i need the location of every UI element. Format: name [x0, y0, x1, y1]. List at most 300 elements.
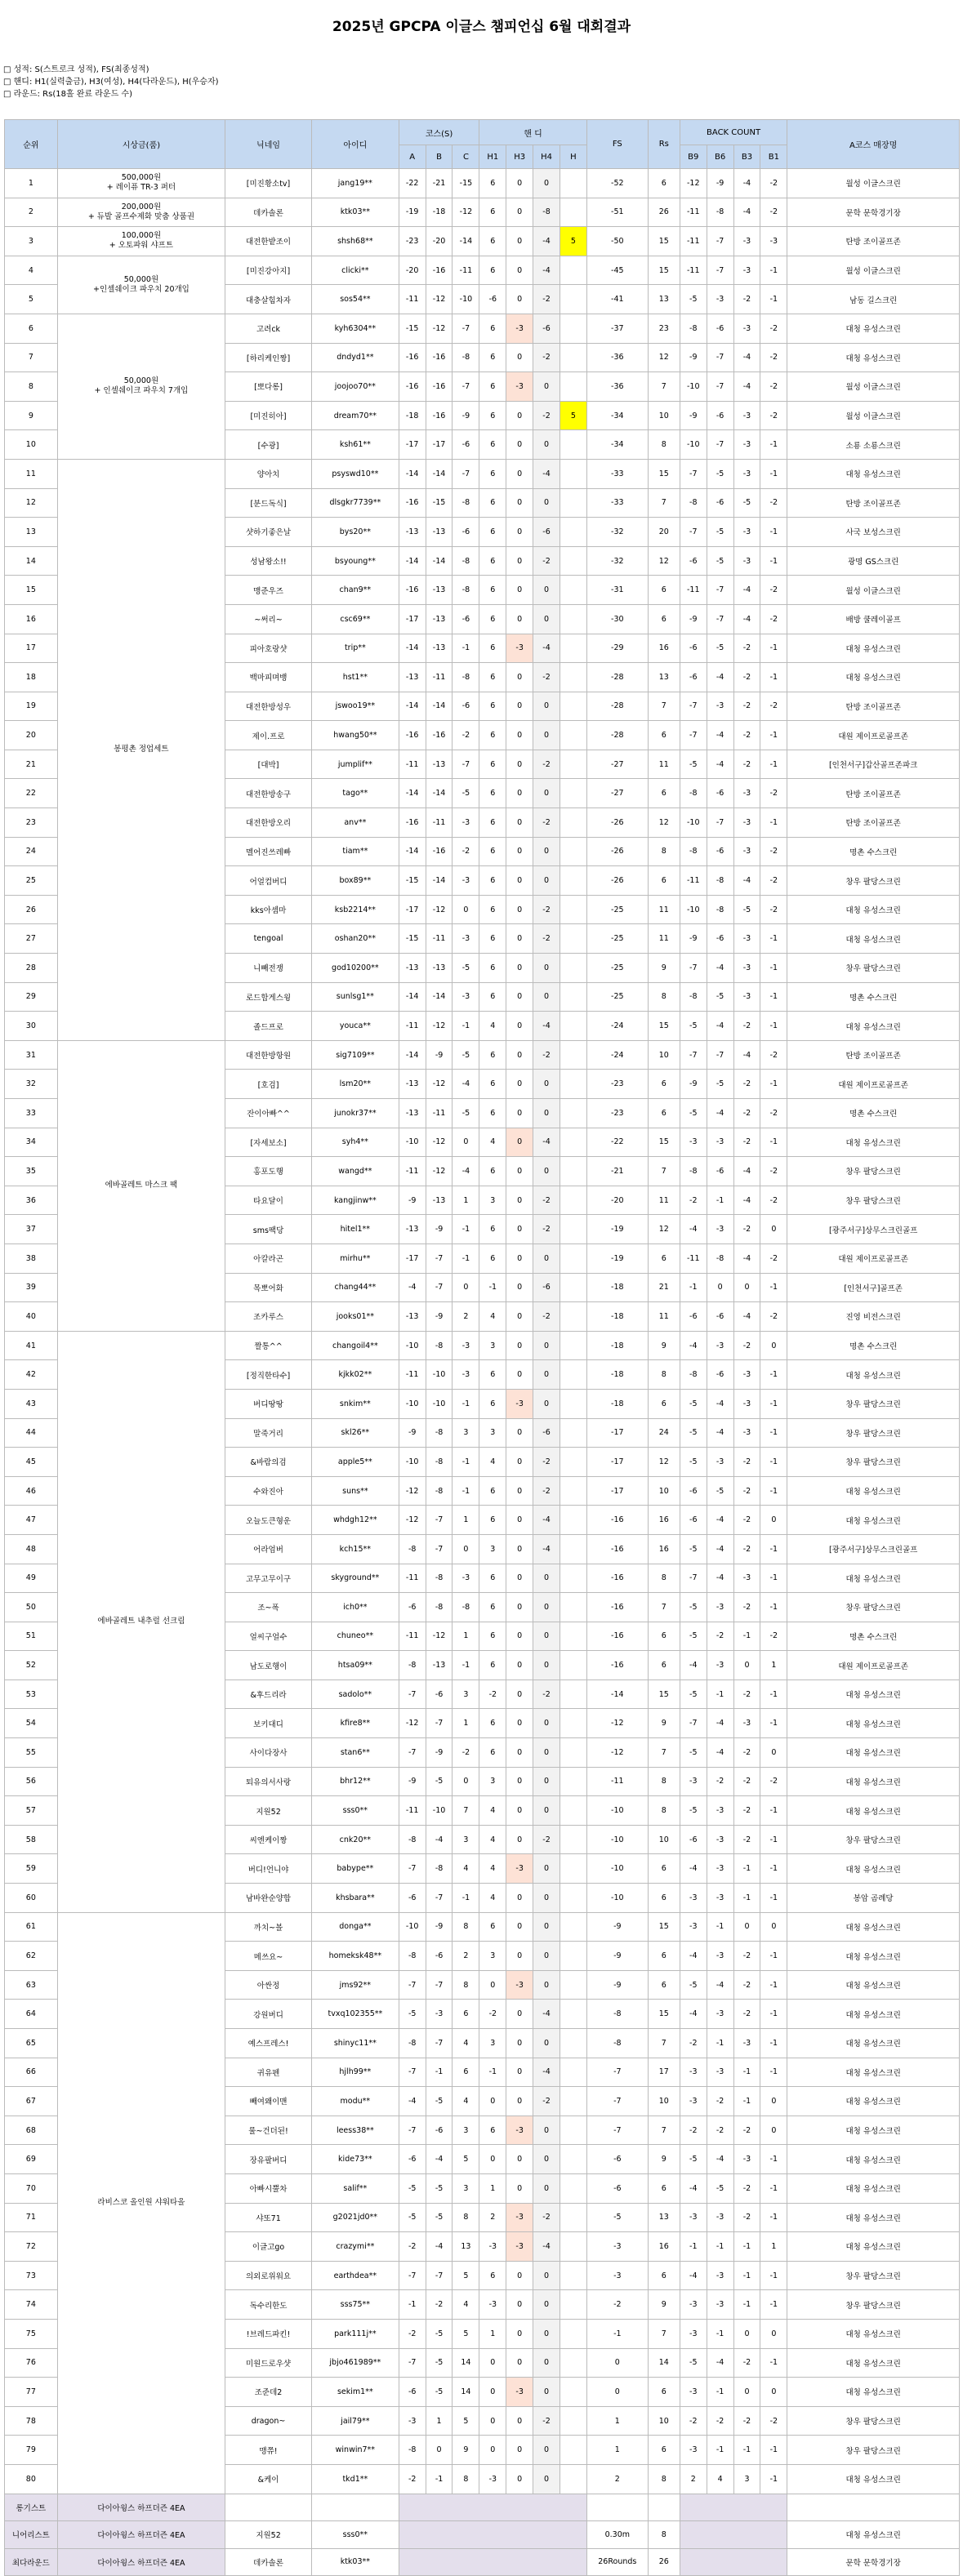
cell-handi-h — [560, 1360, 586, 1390]
cell-back-b1: -1 — [760, 1448, 787, 1477]
cell-handi-h4: -4 — [533, 256, 560, 285]
cell-back-b1: 0 — [760, 2378, 787, 2407]
cell-back-b1: -2 — [760, 1622, 787, 1651]
cell-back-b3: -3 — [733, 314, 760, 343]
cell-handi-h1: 1 — [479, 2319, 506, 2348]
cell-score-b: -5 — [426, 2319, 453, 2348]
cell-back-b9: -5 — [680, 2145, 707, 2174]
cell-score-c: -8 — [453, 546, 479, 576]
cell-id: kyh6304** — [311, 314, 399, 343]
cell-id: jooks01** — [311, 1302, 399, 1332]
cell-score-c: -7 — [453, 314, 479, 343]
cell-score-c: -3 — [453, 1331, 479, 1360]
cell-score-c: 2 — [453, 1302, 479, 1332]
cell-id: tiam** — [311, 837, 399, 866]
cell-handi-h3: 0 — [506, 866, 533, 896]
cell-score-c: 2 — [453, 1942, 479, 1971]
cell-id: jswoo19** — [311, 692, 399, 721]
cell-fs: -18 — [586, 1331, 648, 1360]
cell-rs: 11 — [648, 1186, 680, 1215]
cell-venue: 월성 이글스크린 — [787, 401, 960, 430]
cell-fs: -6 — [586, 2173, 648, 2203]
cell-handi-h1: 6 — [479, 954, 506, 983]
cell-handi-h — [560, 1767, 586, 1796]
cell-handi-h1: 6 — [479, 692, 506, 721]
cell-back-b1: -1 — [760, 2348, 787, 2378]
cell-rs: 10 — [648, 2406, 680, 2436]
cell-nick: 수와진아 — [225, 1476, 312, 1506]
cell-id: snkim** — [311, 1389, 399, 1418]
cell-score-b: -5 — [426, 2173, 453, 2203]
header-h4: H4 — [533, 145, 560, 169]
cell-rs: 6 — [648, 1970, 680, 2000]
cell-rank: 75 — [5, 2319, 58, 2348]
cell-score-c: 4 — [453, 2029, 479, 2058]
award-row — [5, 2494, 960, 2521]
cell-back-b3: -3 — [733, 518, 760, 547]
cell-score-b: -16 — [426, 372, 453, 402]
cell-score-b: -16 — [426, 837, 453, 866]
cell-handi-h3: 0 — [506, 1506, 533, 1535]
cell-rank: 68 — [5, 2116, 58, 2145]
cell-score-c: -6 — [453, 604, 479, 634]
cell-back-b3: -3 — [733, 837, 760, 866]
cell-rank: 14 — [5, 546, 58, 576]
cell-nick: sms팩당 — [225, 1215, 312, 1244]
cell-back-b3: 0 — [733, 1912, 760, 1942]
cell-score-b: -13 — [426, 1651, 453, 1680]
cell-nick: 지원52 — [225, 1796, 312, 1826]
cell-handi-h1: 4 — [479, 1884, 506, 1913]
cell-back-b6: -4 — [707, 1506, 733, 1535]
cell-back-b3: -4 — [733, 1244, 760, 1273]
cell-score-c: 6 — [453, 2000, 479, 2029]
cell-score-c: 5 — [453, 2261, 479, 2290]
cell-back-b3: -2 — [733, 634, 760, 663]
cell-back-b3: 0 — [733, 2378, 760, 2407]
cell-handi-h1: 6 — [479, 198, 506, 227]
cell-handi-h1: 6 — [479, 1360, 506, 1390]
cell-handi-h3: 0 — [506, 1884, 533, 1913]
cell-score-b: -7 — [426, 2029, 453, 2058]
cell-handi-h4: 0 — [533, 576, 560, 605]
cell-handi-h — [560, 1680, 586, 1709]
cell-back-b3: -2 — [733, 1128, 760, 1157]
cell-handi-h1: 6 — [479, 343, 506, 372]
cell-nick: 메쓰요~ — [225, 1942, 312, 1971]
cell-venue: 대청 유성스크린 — [787, 2232, 960, 2262]
cell-nick: 아빠시뿔차 — [225, 2173, 312, 2203]
cell-score-a: -3 — [399, 2406, 426, 2436]
cell-back-b1: -1 — [760, 518, 787, 547]
cell-back-b1: -2 — [760, 372, 787, 402]
cell-handi-h4: 0 — [533, 2173, 560, 2203]
cell-rank: 42 — [5, 1360, 58, 1390]
cell-back-b9: -3 — [680, 2319, 707, 2348]
cell-score-b: -12 — [426, 1128, 453, 1157]
cell-back-b9: -10 — [680, 808, 707, 838]
cell-rs: 16 — [648, 634, 680, 663]
cell-id: joojoo70** — [311, 372, 399, 402]
cell-back-b1: -1 — [760, 1360, 787, 1390]
cell-rs: 6 — [648, 604, 680, 634]
cell-handi-h — [560, 1448, 586, 1477]
cell-back-b3: 0 — [733, 2319, 760, 2348]
cell-id: jbjo461989** — [311, 2348, 399, 2378]
cell-score-a: -9 — [399, 1767, 426, 1796]
cell-back-b9: -12 — [680, 169, 707, 198]
cell-score-b: -10 — [426, 1796, 453, 1826]
cell-score-b: -5 — [426, 2203, 453, 2232]
cell-handi-h1: -6 — [479, 285, 506, 314]
cell-fs: -1 — [586, 2319, 648, 2348]
cell-handi-h — [560, 1012, 586, 1041]
cell-score-c: -8 — [453, 488, 479, 518]
cell-handi-h — [560, 1273, 586, 1302]
cell-back-b9: -3 — [680, 1128, 707, 1157]
cell-back-b6: -4 — [707, 663, 733, 692]
cell-fs: -12 — [586, 1738, 648, 1768]
cell-score-a: -13 — [399, 954, 426, 983]
cell-back-b6: -1 — [707, 1680, 733, 1709]
cell-back-b9: -3 — [680, 1884, 707, 1913]
cell-score-b: -18 — [426, 198, 453, 227]
cell-nick: 얼씨구얼수 — [225, 1622, 312, 1651]
cell-back-b3: -2 — [733, 1012, 760, 1041]
cell-back-b1: 0 — [760, 2087, 787, 2116]
cell-fs: -28 — [586, 692, 648, 721]
award-blank — [680, 2548, 787, 2576]
cell-rank: 24 — [5, 837, 58, 866]
cell-rs: 7 — [648, 2116, 680, 2145]
cell-nick: 타요달이 — [225, 1186, 312, 1215]
cell-nick: 대전한방항원 — [225, 1040, 312, 1070]
cell-handi-h4: -4 — [533, 1012, 560, 1041]
cell-back-b9: -3 — [680, 2058, 707, 2087]
cell-handi-h4: -4 — [533, 2232, 560, 2262]
cell-nick: 성남왕소!! — [225, 546, 312, 576]
cell-score-c: -3 — [453, 1564, 479, 1593]
cell-rs: 8 — [648, 2464, 680, 2494]
cell-score-c: -2 — [453, 721, 479, 750]
cell-back-b6: -5 — [707, 546, 733, 576]
cell-venue: 창우 팔당스크린 — [787, 1157, 960, 1186]
cell-back-b3: 0 — [733, 1651, 760, 1680]
cell-nick: tengoal — [225, 924, 312, 954]
cell-handi-h4: 0 — [533, 779, 560, 808]
cell-handi-h — [560, 2406, 586, 2436]
legend — [3, 64, 219, 100]
cell-score-a: -16 — [399, 372, 426, 402]
cell-handi-h4: 0 — [533, 837, 560, 866]
cell-back-b1: -2 — [760, 1099, 787, 1128]
cell-handi-h3: 0 — [506, 2145, 533, 2174]
cell-back-b9: -6 — [680, 1825, 707, 1854]
cell-handi-h — [560, 808, 586, 838]
cell-back-b6: -1 — [707, 2232, 733, 2262]
cell-score-b: 0 — [426, 2436, 453, 2465]
cell-score-a: -14 — [399, 692, 426, 721]
cell-id: leess38** — [311, 2116, 399, 2145]
cell-id: modu** — [311, 2087, 399, 2116]
cell-id: box89** — [311, 866, 399, 896]
cell-venue: 대청 유성스크린 — [787, 2464, 960, 2494]
cell-handi-h — [560, 285, 586, 314]
cell-handi-h1: 6 — [479, 1622, 506, 1651]
cell-venue: 대청 유성스크린 — [787, 314, 960, 343]
cell-rs: 24 — [648, 1418, 680, 1448]
cell-rank: 13 — [5, 518, 58, 547]
cell-handi-h — [560, 634, 586, 663]
cell-back-b1: -1 — [760, 2290, 787, 2320]
cell-handi-h1: 6 — [479, 750, 506, 779]
cell-back-b1: -2 — [760, 314, 787, 343]
cell-handi-h1: 6 — [479, 1651, 506, 1680]
cell-handi-h — [560, 1884, 586, 1913]
cell-back-b6: -4 — [707, 1564, 733, 1593]
cell-handi-h1: 6 — [479, 1564, 506, 1593]
cell-handi-h — [560, 1157, 586, 1186]
cell-back-b9: -2 — [680, 2406, 707, 2436]
cell-id: kjkk02** — [311, 1360, 399, 1390]
cell-venue: 대청 유성스크린 — [787, 1912, 960, 1942]
cell-score-a: -16 — [399, 808, 426, 838]
cell-back-b1: -1 — [760, 1128, 787, 1157]
cell-rank: 70 — [5, 2173, 58, 2203]
award-nick — [225, 2494, 312, 2521]
cell-fs: -10 — [586, 1825, 648, 1854]
cell-handi-h3: 0 — [506, 721, 533, 750]
cell-rank: 25 — [5, 866, 58, 896]
cell-score-c: 1 — [453, 1506, 479, 1535]
cell-back-b1: -1 — [760, 1942, 787, 1971]
cell-score-a: -10 — [399, 1912, 426, 1942]
cell-score-a: -7 — [399, 2261, 426, 2290]
cell-score-b: -9 — [426, 1040, 453, 1070]
cell-fs: -6 — [586, 2145, 648, 2174]
cell-score-c: -6 — [453, 430, 479, 460]
cell-handi-h4: -2 — [533, 1448, 560, 1477]
cell-venue: 대청 유성스크린 — [787, 1796, 960, 1826]
cell-nick: 대충살힘차자 — [225, 285, 312, 314]
cell-handi-h4: -2 — [533, 1215, 560, 1244]
cell-rs: 15 — [648, 2000, 680, 2029]
cell-back-b3: -2 — [733, 1825, 760, 1854]
cell-rank: 34 — [5, 1128, 58, 1157]
cell-score-a: -20 — [399, 256, 426, 285]
cell-score-a: -11 — [399, 1360, 426, 1390]
cell-nick: 대전한방성우 — [225, 692, 312, 721]
cell-score-a: -19 — [399, 198, 426, 227]
cell-back-b1: -1 — [760, 1825, 787, 1854]
cell-score-c: -7 — [453, 459, 479, 488]
cell-handi-h3: 0 — [506, 2000, 533, 2029]
cell-back-b1: -2 — [760, 576, 787, 605]
cell-handi-h1: -2 — [479, 2000, 506, 2029]
cell-handi-h3: 0 — [506, 1012, 533, 1041]
cell-back-b3: -2 — [733, 1099, 760, 1128]
cell-back-b3: -2 — [733, 2116, 760, 2145]
cell-handi-h1: 6 — [479, 459, 506, 488]
cell-rank: 16 — [5, 604, 58, 634]
cell-handi-h1: 6 — [479, 837, 506, 866]
cell-score-c: -3 — [453, 924, 479, 954]
cell-venue: 대청 유성스크린 — [787, 2029, 960, 2058]
cell-handi-h3: 0 — [506, 837, 533, 866]
cell-rank: 79 — [5, 2436, 58, 2465]
cell-fs: -10 — [586, 1854, 648, 1884]
cell-back-b9: -2 — [680, 1186, 707, 1215]
cell-handi-h3: 0 — [506, 1476, 533, 1506]
cell-back-b3: -2 — [733, 2000, 760, 2029]
cell-fs: -50 — [586, 227, 648, 256]
cell-venue: 대청 유성스크린 — [787, 1738, 960, 1768]
cell-back-b9: -8 — [680, 488, 707, 518]
header-b6: B6 — [707, 145, 733, 169]
table-row — [5, 314, 960, 343]
cell-score-b: -14 — [426, 982, 453, 1012]
cell-handi-h3: 0 — [506, 1680, 533, 1709]
cell-score-a: -10 — [399, 1331, 426, 1360]
cell-back-b9: -6 — [680, 1476, 707, 1506]
cell-handi-h — [560, 1040, 586, 1070]
cell-venue: 봉암 곰례당 — [787, 1884, 960, 1913]
cell-handi-h1: 6 — [479, 314, 506, 343]
cell-nick: 장유팔버디 — [225, 2145, 312, 2174]
cell-score-a: -12 — [399, 1506, 426, 1535]
cell-back-b9: -5 — [680, 1593, 707, 1622]
cell-handi-h — [560, 1331, 586, 1360]
cell-handi-h4: 0 — [533, 1070, 560, 1099]
cell-back-b9: -8 — [680, 982, 707, 1012]
cell-handi-h4: -4 — [533, 1534, 560, 1564]
cell-score-b: -12 — [426, 1157, 453, 1186]
cell-fs: -37 — [586, 314, 648, 343]
cell-handi-h3: 0 — [506, 576, 533, 605]
header-prize: 시상금(품) — [57, 120, 225, 169]
cell-nick: 버디!언니야 — [225, 1854, 312, 1884]
results-table — [4, 119, 960, 2576]
cell-venue: [광주서구]상무스크린골프 — [787, 1534, 960, 1564]
cell-back-b3: -2 — [733, 1215, 760, 1244]
cell-back-b6: -4 — [707, 1099, 733, 1128]
table-row — [5, 1040, 960, 1070]
cell-nick: 말죽거리 — [225, 1418, 312, 1448]
cell-score-b: -14 — [426, 692, 453, 721]
cell-back-b3: -2 — [733, 721, 760, 750]
cell-prize — [57, 1331, 225, 1912]
cell-rs: 7 — [648, 1157, 680, 1186]
cell-back-b6: -7 — [707, 576, 733, 605]
cell-score-a: -8 — [399, 2436, 426, 2465]
cell-score-b: -3 — [426, 2000, 453, 2029]
header-id: 아이디 — [311, 120, 399, 169]
cell-handi-h — [560, 2232, 586, 2262]
cell-venue: 대청 유성스크린 — [787, 2000, 960, 2029]
cell-back-b3: -1 — [733, 1622, 760, 1651]
cell-venue: 문학 문학경기장 — [787, 198, 960, 227]
cell-handi-h4: 0 — [533, 982, 560, 1012]
cell-fs: -23 — [586, 1070, 648, 1099]
cell-rank: 58 — [5, 1825, 58, 1854]
cell-score-b: -13 — [426, 954, 453, 983]
cell-nick: 이글고go — [225, 2232, 312, 2262]
cell-score-b: -2 — [426, 2290, 453, 2320]
cell-back-b1: -1 — [760, 2261, 787, 2290]
cell-id: whdgh12** — [311, 1506, 399, 1535]
cell-fs: -32 — [586, 546, 648, 576]
header-c: C — [453, 145, 479, 169]
cell-rs: 6 — [648, 721, 680, 750]
cell-rs: 7 — [648, 692, 680, 721]
cell-fs: -25 — [586, 924, 648, 954]
cell-back-b3: -3 — [733, 779, 760, 808]
award-label: 롱기스트 — [5, 2494, 58, 2521]
cell-handi-h4: -6 — [533, 518, 560, 547]
cell-back-b9: -5 — [680, 1680, 707, 1709]
cell-venue: 대청 유성스크린 — [787, 2203, 960, 2232]
cell-back-b3: -1 — [733, 2087, 760, 2116]
cell-back-b1: 0 — [760, 1506, 787, 1535]
cell-nick: 버디땅땅 — [225, 1389, 312, 1418]
cell-back-b3: -2 — [733, 663, 760, 692]
prize-line: 200,000원 — [121, 202, 162, 211]
cell-handi-h1: 6 — [479, 1709, 506, 1738]
award-row — [5, 2521, 960, 2549]
cell-venue: 대청 유성스크린 — [787, 1767, 960, 1796]
cell-rank: 43 — [5, 1389, 58, 1418]
cell-id: bsyoung** — [311, 546, 399, 576]
cell-back-b6: -8 — [707, 895, 733, 924]
cell-rank: 40 — [5, 1302, 58, 1332]
cell-handi-h1: 6 — [479, 518, 506, 547]
award-venue: 문학 문학경기장 — [787, 2548, 960, 2576]
cell-handi-h1: 6 — [479, 721, 506, 750]
cell-score-a: -17 — [399, 895, 426, 924]
cell-prize — [57, 1912, 225, 2494]
cell-back-b6: -7 — [707, 256, 733, 285]
cell-back-b6: -3 — [707, 1331, 733, 1360]
cell-nick: 대전한밭조이 — [225, 227, 312, 256]
cell-rs: 15 — [648, 227, 680, 256]
cell-handi-h4: -2 — [533, 546, 560, 576]
cell-fs: -10 — [586, 1796, 648, 1826]
cell-back-b1: -1 — [760, 750, 787, 779]
cell-rs: 13 — [648, 285, 680, 314]
cell-score-a: -6 — [399, 2145, 426, 2174]
cell-back-b9: -11 — [680, 198, 707, 227]
cell-back-b3: -3 — [733, 982, 760, 1012]
cell-id: khsbara** — [311, 1884, 399, 1913]
cell-handi-h1: 6 — [479, 1157, 506, 1186]
cell-back-b6: -1 — [707, 2029, 733, 2058]
cell-handi-h4: -4 — [533, 227, 560, 256]
cell-back-b6: -6 — [707, 401, 733, 430]
cell-fs: -26 — [586, 866, 648, 896]
cell-handi-h4: -4 — [533, 1506, 560, 1535]
cell-handi-h3: 0 — [506, 1418, 533, 1448]
cell-nick: 데카솔론 — [225, 198, 312, 227]
cell-id: changoil4** — [311, 1331, 399, 1360]
cell-handi-h4: 0 — [533, 1389, 560, 1418]
cell-handi-h3: -3 — [506, 372, 533, 402]
cell-back-b9: -10 — [680, 895, 707, 924]
cell-rs: 21 — [648, 1273, 680, 1302]
cell-back-b6: -7 — [707, 227, 733, 256]
cell-handi-h1: 4 — [479, 1796, 506, 1826]
cell-venue: 월성 이글스크린 — [787, 169, 960, 198]
cell-score-a: -14 — [399, 634, 426, 663]
